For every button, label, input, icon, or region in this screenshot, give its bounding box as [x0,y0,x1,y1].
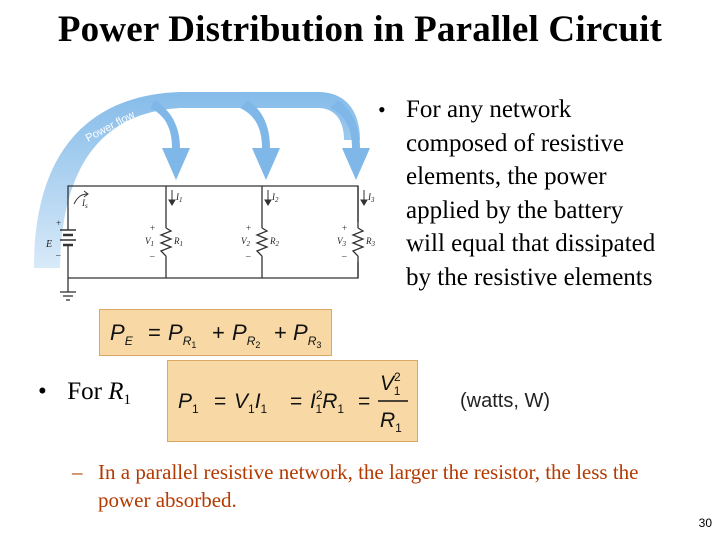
bullet-for-r1-var: R [108,378,124,405]
p1-equation-box [167,360,418,442]
total-power-equation [100,310,331,355]
branch-1-minus: – [150,251,155,261]
bullet-for-r1 [38,378,131,409]
svg-text:I21R1: $I^2$ $1R_1$ [310,388,345,416]
slide-title: Power Distribution in Parallel Circuit [57,9,663,50]
svg-text:+: + [212,320,225,345]
branch-1-plus: + [150,223,156,233]
circuit-wires [68,186,358,292]
svg-text:P1: $P_1$ [178,390,199,416]
bullet-for-r1-sub: 1 [123,392,132,408]
branch-1-resistor-label: $R_1$ [174,236,183,248]
branch-3-current-label: $I_3$ [368,192,375,204]
svg-text:=: = [148,320,161,345]
svg-text:=: = [358,390,371,413]
branch-2-plus: + [246,223,252,233]
power-flow-arrows [34,92,370,268]
p1-units: (watts, W) [460,390,550,412]
branch-3-resistor-label: $R_3$ [366,236,375,248]
svg-text:V21: $V^2$ 1 [380,370,401,398]
branch-3-minus: – [342,251,347,261]
page-number: 30 [698,516,712,530]
p1-equation [168,361,417,441]
svg-text:R1: $R_1$ [380,409,402,435]
sub-bullet-larger-resistor-text: In a parallel resistive network, the larger the resistor, the less the power absorbed. [98,460,639,512]
resistor-2 [257,228,267,256]
total-power-equation-box [99,309,332,356]
bullet-marker: • [38,378,47,405]
svg-text:PR3: $P_R3$ [293,320,322,350]
svg-text:V1I1: $V_1I_1$ [234,390,268,416]
power-flow-label: Power flow [83,108,137,145]
branch-2-voltage-label: $V_2$ [241,236,250,248]
battery-plus: + [56,218,62,228]
branch-2-current-label: $I_2$ [272,192,279,204]
branch-1-voltage-label: $V_1$ [145,236,154,248]
branch-3-voltage-label: $V_3$ [337,236,346,248]
branch-2-minus: – [246,251,251,261]
bullet-power-balance-text: For any network composed of resistive elements, the power applied by the battery will equal that dissipated by the resistive elements [406,96,656,291]
svg-text:PR1: $P_R1$ [168,320,197,350]
ground-symbol [60,292,76,300]
svg-text:PR2: $P_R2$ [232,320,261,350]
svg-text:=: = [214,390,227,413]
source-current-label: $I_s$ [82,198,88,210]
power-flow-arrow-2 [240,100,280,180]
power-flow-band [34,92,360,268]
branch-current-arrows [169,190,367,205]
svg-text:=: = [290,390,303,413]
branch-2-resistor-label: $R_2$ [270,236,279,248]
svg-text:+: + [274,320,287,345]
battery-minus: – [56,250,61,260]
battery-label: E [46,239,53,250]
bullet-marker: • [378,97,386,122]
bullet-for-r1-prefix: For [67,378,102,405]
svg-text:PE: $P_E$ [110,320,133,348]
resistor-3 [353,228,363,256]
branch-3-plus: + [342,223,348,233]
branch-1-current-label: $I_1$ [176,192,183,204]
dash-marker: – [72,460,83,484]
power-flow-arrow-1 [150,100,190,180]
resistor-1 [161,228,171,256]
